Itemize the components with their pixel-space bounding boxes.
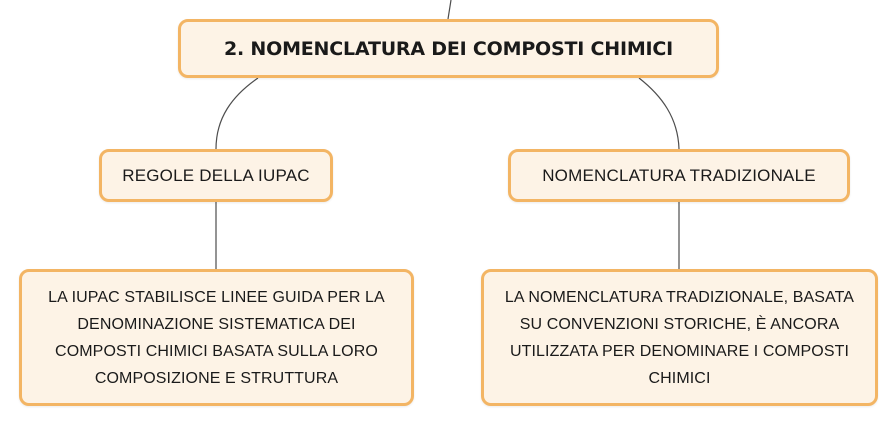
node-regole-iupac[interactable] [99, 149, 333, 202]
connector-root-to-iupac [216, 78, 258, 149]
root-node-label: 2. NOMENCLATURA DEI COMPOSTI CHIMICI [223, 37, 674, 60]
node-iupac-description[interactable] [19, 269, 414, 406]
root-node[interactable] [178, 19, 719, 78]
connector-root-to-traditional [639, 78, 679, 149]
node-iupac-description-text: LA IUPAC STABILISCE LINEE GUIDA PER LA DENOMINAZIONE SISTEMATICA DEI COMPOSTI CHIMICI BASATA SULLA LORO COMPOSIZIONE E STRUTTURA [48, 288, 385, 387]
node-tradizionale-description[interactable] [481, 269, 878, 406]
node-nomenclatura-tradizionale[interactable] [508, 149, 850, 202]
node-tradizionale-description-text: LA NOMENCLATURA TRADIZIONALE, BASATA SU CONVENZIONI STORICHE, È ANCORA UTILIZZATA PER DENOMINARE I COMPOSTI CHIMICI [504, 288, 855, 387]
node-regole-iupac-label: REGOLE DELLA IUPAC [122, 165, 310, 185]
node-nomenclatura-tradizionale-label: NOMENCLATURA TRADIZIONALE [542, 165, 816, 185]
connector-incoming [448, 0, 451, 19]
